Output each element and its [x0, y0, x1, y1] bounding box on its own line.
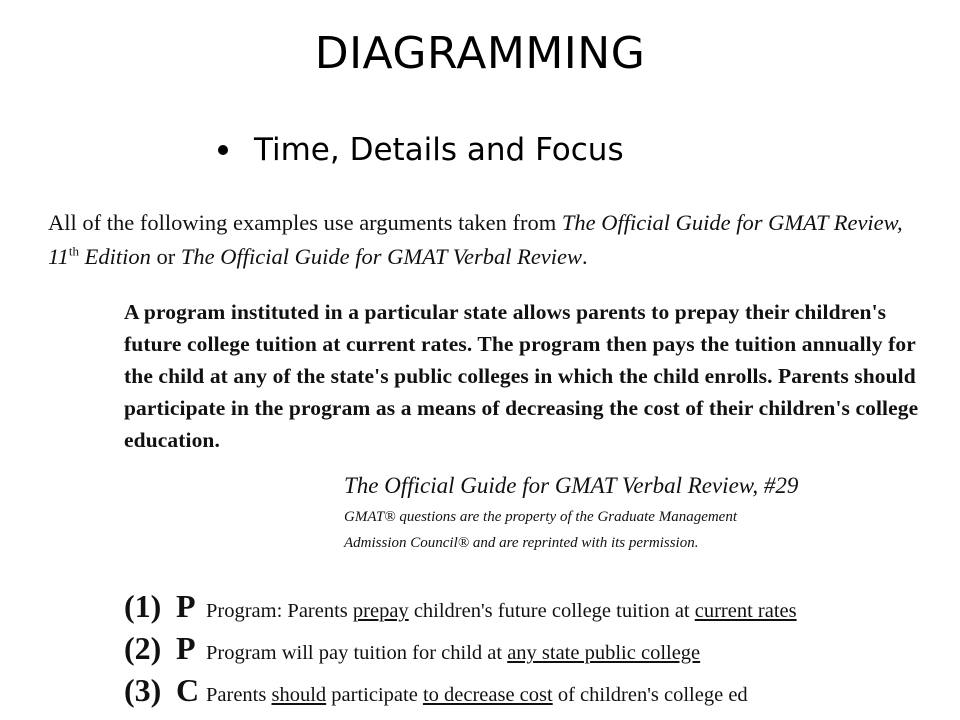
claim-row — [124, 630, 944, 672]
claim-type-label: P — [176, 588, 196, 624]
claim-text — [206, 684, 748, 707]
intro-book-title-2: The Official Guide for GMAT Verbal Review — [180, 244, 583, 269]
claim-row — [124, 672, 944, 714]
claim-text — [206, 642, 700, 665]
intro-paragraph — [48, 206, 928, 274]
citation-block — [344, 470, 944, 558]
argument-paragraph: A program instituted in a particular state allows parents to prepay their children's future college tuition at current rates. The program then pays the tuition annually for the child at any of the state's public colleges in which the child enrolls. Parents should participate in the program as a means of decreasing the cost of their children's college education. — [124, 300, 919, 452]
intro-book-edition: Edition — [78, 244, 151, 269]
claim-number: (1) — [124, 588, 162, 624]
claim-phrase: children's future college tuition at — [408, 600, 695, 622]
claim-number: (3) — [124, 672, 162, 708]
claim-underlined-phrase: prepay — [352, 600, 409, 622]
claim-type-label: C — [176, 672, 200, 708]
intro-period: . — [582, 244, 588, 269]
claim-phrase: Program: Parents — [206, 600, 353, 622]
claim-phrase: Parents — [206, 684, 272, 706]
intro-text-or: or — [150, 244, 181, 269]
citation-note-line-1: GMAT® questions are the property of the Graduate Management — [344, 509, 738, 525]
bullet-text: Time, Details and Focus — [254, 132, 624, 168]
claim-underlined-phrase: current rates — [694, 600, 797, 622]
claim-phrase: Program will pay tuition for child at — [206, 642, 508, 664]
citation-note-line-2: Admission Council® and are reprinted with its permission. — [344, 535, 699, 551]
claim-phrase: of children's college ed — [552, 684, 748, 706]
claim-number: (2) — [124, 630, 162, 666]
citation-title: The Official Guide for GMAT Verbal Review, #29 — [344, 473, 799, 498]
claim-text — [206, 600, 797, 623]
slide-title: DIAGRAMMING — [314, 28, 646, 79]
claims-list — [124, 588, 944, 714]
intro-book-title-1: The Official Guide for GMAT Review, 11 — [48, 210, 903, 269]
claim-type-label: P — [176, 630, 196, 666]
intro-text: All of the following examples use arguments taken from — [48, 210, 562, 235]
bullet-item — [218, 132, 624, 168]
claim-underlined-phrase: should — [271, 684, 327, 706]
claim-underlined-phrase: to decrease cost — [422, 684, 553, 706]
claim-underlined-phrase: any state public college — [507, 642, 701, 664]
intro-superscript: th — [68, 243, 79, 259]
bullet-dot-icon — [218, 145, 228, 155]
claim-row — [124, 588, 944, 630]
claim-phrase: participate — [326, 684, 423, 706]
